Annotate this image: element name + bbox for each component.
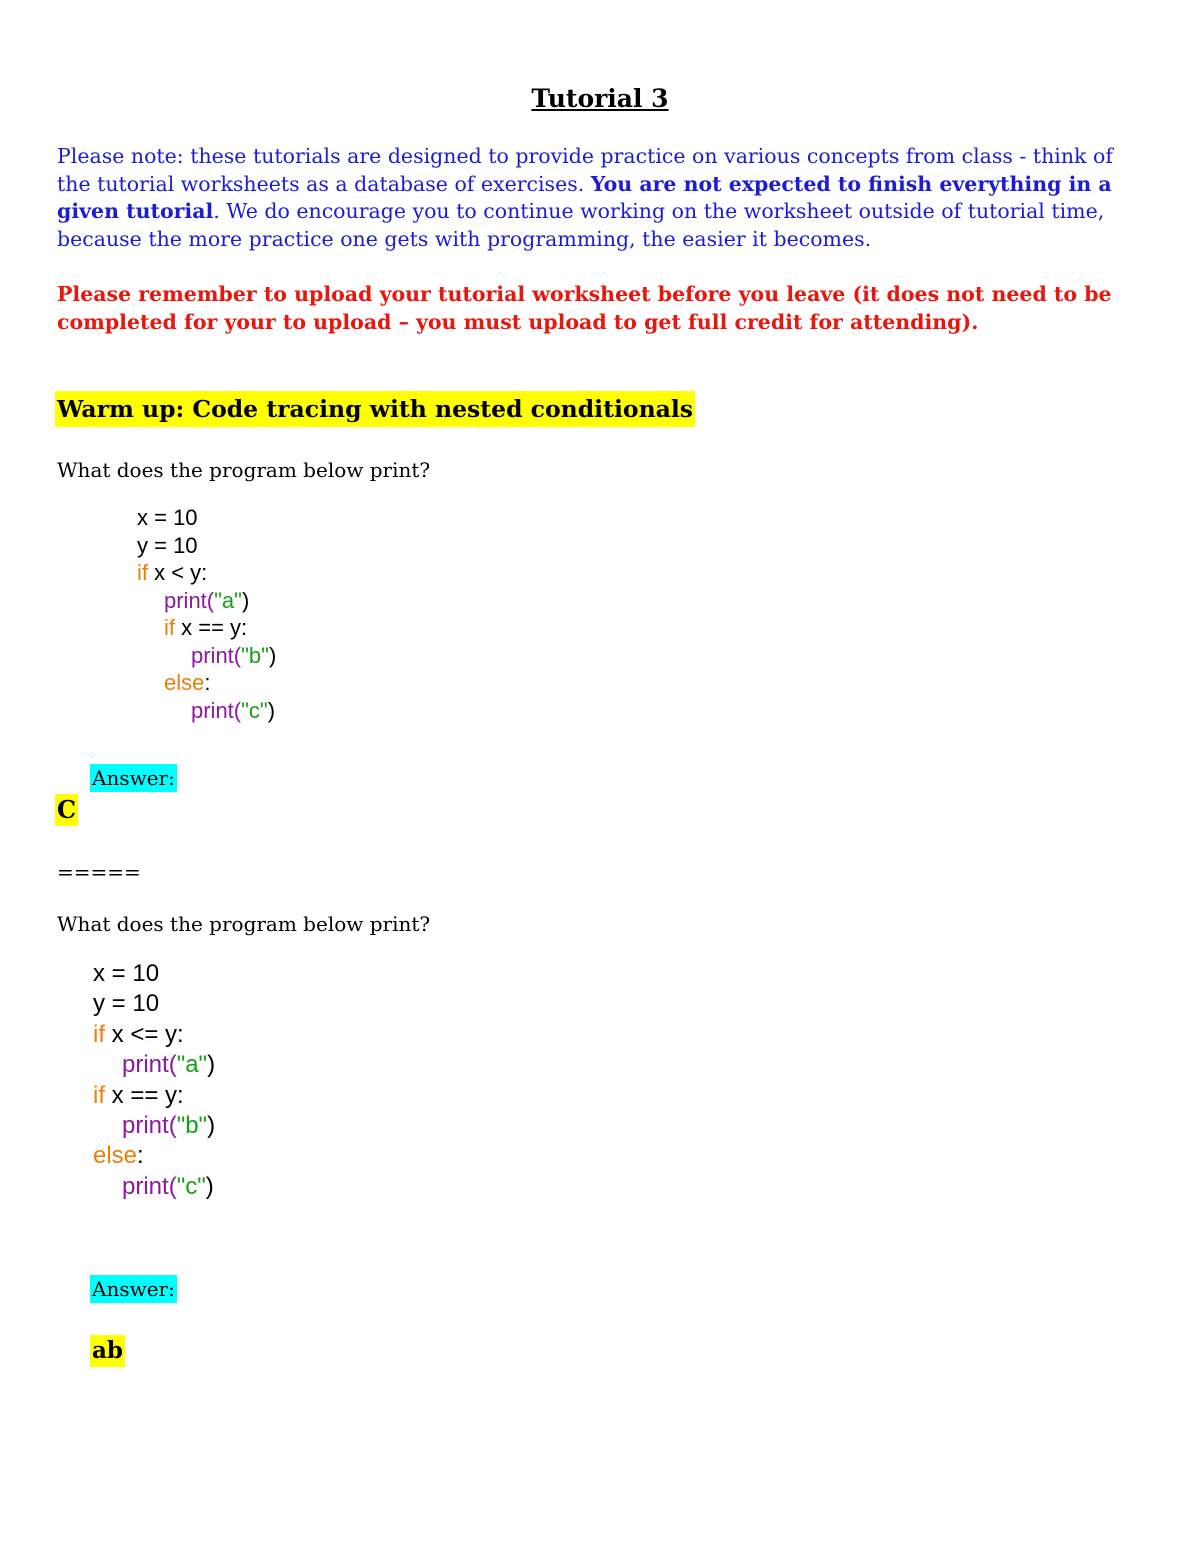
code-line: if x <= y: (93, 1020, 184, 1048)
code-line: y = 10 (93, 990, 160, 1018)
code-line: if x < y: (137, 560, 208, 585)
code-line: y = 10 (137, 532, 198, 558)
code-line: print("b") (191, 642, 277, 668)
code-line: else: (164, 670, 211, 695)
note-text-continued: . We do encourage you to continue working on the worksheet outside of tutorial time, because the more practice one gets with programming, the easier it becomes. (57, 199, 1105, 251)
question-2-code (93, 959, 215, 1202)
code-line: x = 10 (93, 960, 160, 987)
code-line: print("c") (122, 1172, 214, 1200)
question-1-prompt: What does the program below print? (57, 458, 431, 482)
note-bold-text: You are not expected to finish everything in a given tutorial (57, 171, 1112, 224)
question-2-answer: ab (90, 1335, 125, 1367)
code-line: print("a") (122, 1051, 216, 1079)
code-line: if x == y: (93, 1081, 184, 1109)
tutorial-note (57, 143, 1147, 253)
note-text: Please note: these tutorials are designed to provide practice on various concepts from class - think of the tutorial worksheets as a database of exercises. (57, 144, 1113, 196)
separator: ===== (57, 860, 141, 884)
question-1-answer: C (57, 795, 77, 824)
question-2-answer-label: Answer: (92, 1277, 175, 1301)
question-2-prompt: What does the program below print? (57, 912, 431, 936)
question-1-code (137, 504, 276, 724)
page-title: Tutorial 3 (531, 84, 669, 113)
code-line: print("a") (164, 587, 250, 613)
warmup-heading: Warm up: Code tracing with nested conditionals (55, 391, 695, 427)
code-line: print("c") (191, 697, 276, 723)
code-line: if x == y: (164, 615, 248, 640)
code-line: print("b") (122, 1112, 216, 1140)
code-line: x = 10 (137, 505, 198, 530)
code-line: else: (93, 1142, 144, 1170)
question-1-answer-label: Answer: (92, 766, 175, 790)
upload-reminder: Please remember to upload your tutorial worksheet before you leave (it does not need to be completed for your to upload – you must upload to get full credit for attending). (57, 282, 1112, 334)
